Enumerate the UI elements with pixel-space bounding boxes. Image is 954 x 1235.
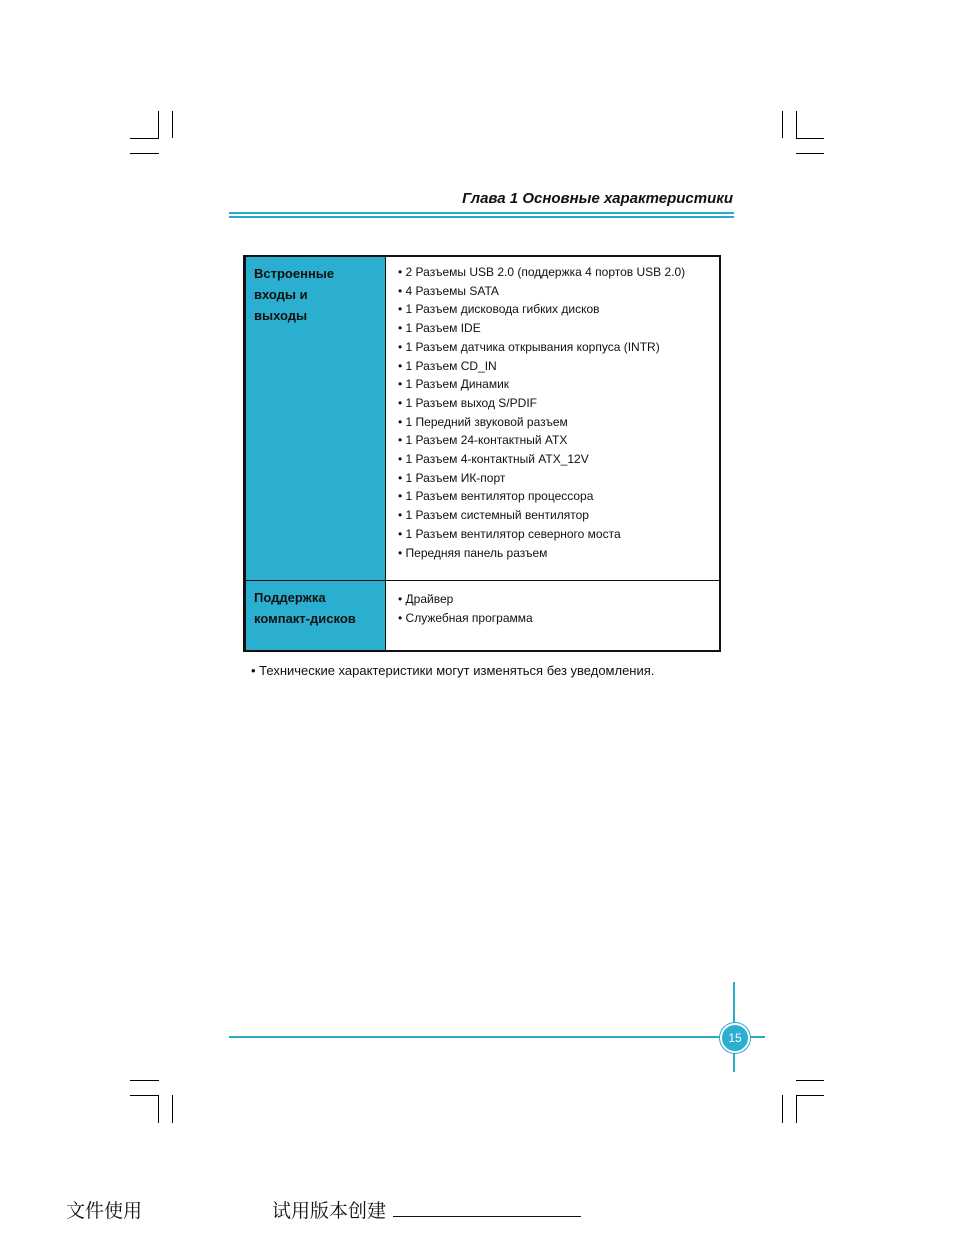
crop-mark [172,1095,173,1123]
label-line: Поддержка [254,590,326,605]
list-item: • 1 Передний звуковой разъем [398,413,711,432]
table-row [245,256,721,581]
list-item: • 4 Разъемы SATA [398,282,711,301]
list-item: • 1 Разъем IDE [398,319,711,338]
crop-mark [130,153,159,154]
list-item: • 1 Разъем Динамик [398,375,711,394]
crop-mark [158,1095,159,1123]
footnote: • Технические характеристики могут изменяться без уведомления. [251,663,654,678]
list-item: • 1 Разъем вентилятор процессора [398,487,711,506]
crop-mark [796,1095,824,1096]
list-item: • 1 Разъем 4-контактный ATX_12V [398,450,711,469]
list-item: • Драйвер [398,590,711,609]
crop-mark [158,111,159,138]
watermark-underline [393,1216,581,1217]
spec-table [243,255,721,652]
list-item: • 1 Разъем 24-контактный ATX [398,431,711,450]
label-line: входы и [254,287,308,302]
list-item: • 1 Разъем ИК-порт [398,469,711,488]
crop-mark [130,1095,159,1096]
watermark-right: 试用版本创建 [272,1200,387,1222]
row-items [386,581,721,652]
crop-mark [796,1095,797,1123]
items-list [398,263,711,562]
watermark-left: 文件使用 [66,1200,143,1222]
header-rule [229,216,734,218]
label-line: компакт-дисков [254,611,356,626]
crop-mark [796,153,824,154]
list-item: • 2 Разъемы USB 2.0 (поддержка 4 портов USB 2.0) [398,263,711,282]
crop-mark [796,138,824,139]
crop-mark [172,111,173,138]
crop-mark [782,1095,783,1123]
row-label [245,256,386,581]
table-row [245,581,721,652]
header-rule [229,212,734,214]
list-item: • 1 Разъем системный вентилятор [398,506,711,525]
crop-mark [130,138,159,139]
list-item: • 1 Разъем датчика открывания корпуса (INTR) [398,338,711,357]
list-item: • 1 Разъем CD_IN [398,357,711,376]
list-item: • 1 Разъем выход S/PDIF [398,394,711,413]
row-label [245,581,386,652]
list-item: • 1 Разъем вентилятор северного моста [398,525,711,544]
row-items [386,256,721,581]
crop-mark [796,111,797,138]
chapter-title: Глава 1 Основные характеристики [462,190,733,207]
label-line: выходы [254,308,308,323]
list-item: • Служебная программа [398,609,711,628]
crop-mark [796,1080,824,1081]
footer-rule [229,1036,765,1038]
page-number: 15 [720,1023,750,1053]
list-item: • 1 Разъем дисковода гибких дисков [398,300,711,319]
items-list [398,590,711,627]
label-line: Встроенные [254,266,335,281]
crop-mark [782,111,783,138]
crop-mark [130,1080,159,1081]
list-item: • Передняя панель разъем [398,544,711,563]
